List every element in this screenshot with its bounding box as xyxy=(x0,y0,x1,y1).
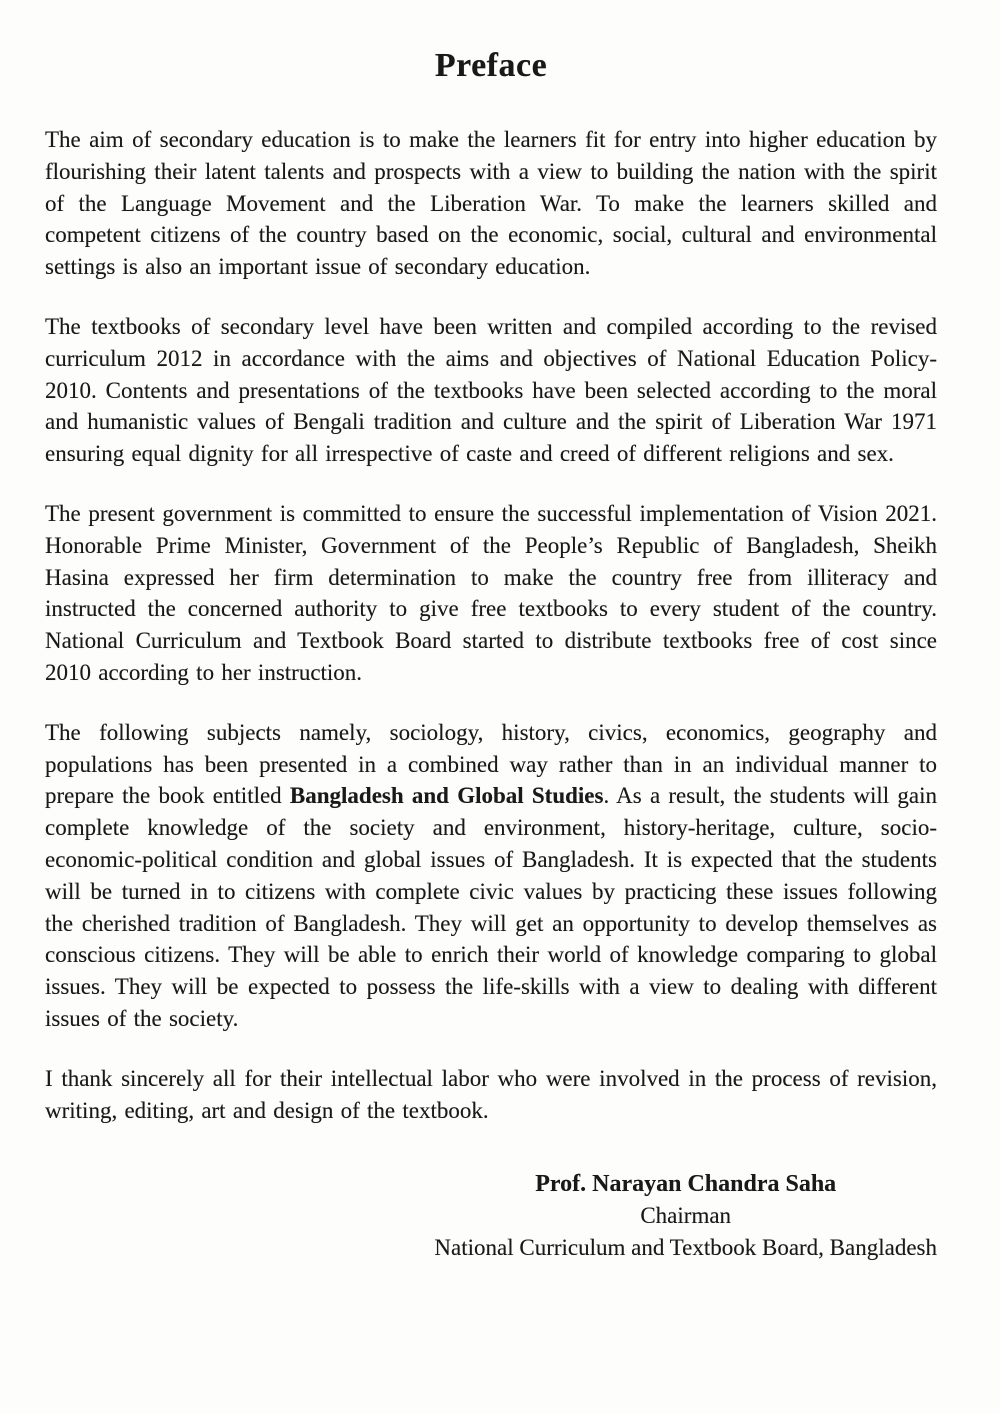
signature-block xyxy=(434,1168,937,1264)
paragraph-segment: The following subjects namely, sociology, history, civics, economics, geography and populations has been presented in a combined way rather than in an individual manner to prepare the book entitled xyxy=(45,719,937,809)
paragraph-segment: . As a result, the students will gain complete knowledge of the society and environment, history-heritage, culture, socio-economic-political condition and global issues of Bangladesh. It is expected that the students will be turned in to citizens with complete civic values by practicing these issues following the cherished tradition of Bangladesh. They will get an opportunity to develop themselves as conscious citizens. They will be able to enrich their world of knowledge comparing to global issues. They will be expected to possess the life-skills with a view to dealing with different issues of the society. xyxy=(45,783,937,1031)
paragraph-thanks: I thank sincerely all for their intellectual labor who were involved in the process of revision, writing, editing, art and design of the textbook. xyxy=(45,1065,937,1123)
book-title-phrase: Bangladesh and Global Studies xyxy=(289,783,604,809)
signature-name: Prof. Narayan Chandra Saha xyxy=(535,1171,837,1198)
paragraph-aim-of-secondary-education: The aim of secondary education is to make the learners fit for entry into higher education by flourishing their latent talents and prospects with a view to building the nation with the spirit of the Language Movement and the Liberation War. To make the learners skilled and competent citizens of the country based on the economic, social, cultural and environmental settings is also an important issue of secondary education. xyxy=(45,127,937,280)
signature-organization: National Curriculum and Textbook Board, Bangladesh xyxy=(434,1235,937,1261)
signature-role: Chairman xyxy=(640,1203,732,1229)
paragraph-textbooks-curriculum: The textbooks of secondary level have been written and compiled according to the revised curriculum 2012 in accordance with the aims and objectives of National Education Policy-2010. Contents and presentations of the textbooks have been selected according to the moral and humanistic values of Bengali tradition and culture and the spirit of Liberation War 1971 ensuring equal dignity for all irrespective of caste and creed of different religions and sex. xyxy=(45,313,937,467)
page-title: Preface xyxy=(434,47,548,84)
paragraph-government-vision: The present government is committed to ensure the successful implementation of Vision 2021. Honorable Prime Minister, Government of the People’s Republic of Bangladesh, Sheikh Hasina expressed her firm determination to make the country free from illiteracy and instructed the concerned authority to give free textbooks to every student of the country. National Curriculum and Textbook Board started to distribute textbooks free of cost since 2010 according to her instruction. xyxy=(45,500,937,685)
paragraph-subjects-combined xyxy=(45,717,937,1035)
